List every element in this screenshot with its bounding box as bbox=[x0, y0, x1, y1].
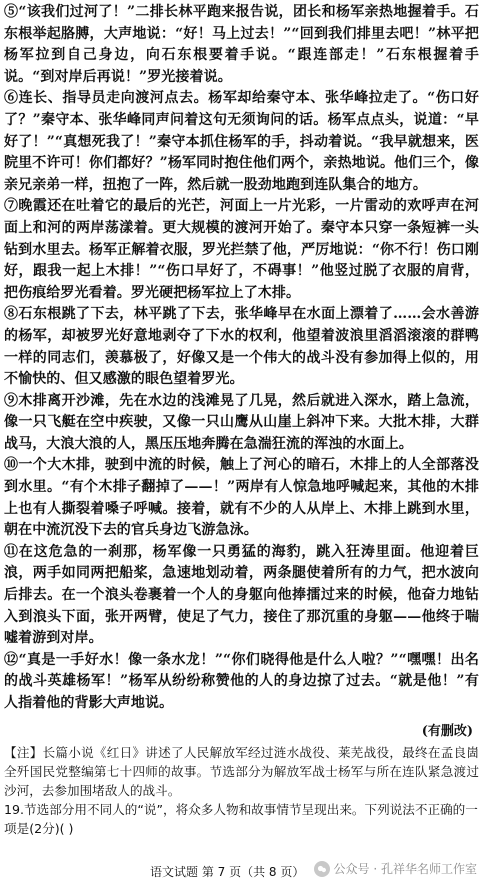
paragraph-11: ⑪在这危急的一刹那，杨军像一只勇猛的海豹，跳入狂涛里面。他迎着巨浪，两手如同两把船桨，急速地划动着，两条腿使着所有的力气，把水波向后排去。在一个浪头卷裹着一个人的身躯向他捧擂过来的时候，他奋力地钻入到浪头下面，张开两臂，使足了气力，接住了那沉重的身躯——他终于喘嘘着游到对岸。 bbox=[4, 543, 479, 647]
watermark bbox=[314, 860, 477, 877]
paragraph-12: ⑫“真是一手好水！像一条水龙！”“你们晓得他是什么人啦？”“嘿嘿！出名的战斗英雄杨军！”杨军从纷纷称赞他的人的身边掠了过去。“就是他！”有人指着他的背影大声地说。 bbox=[4, 651, 479, 711]
paragraph-6: ⑥连长、指导员走向渡河点去。杨军却给秦守本、张华峰拉走了。“伤口好了？”秦守本、张华峰同声问着这句无须询问的话。杨军点点头，说道：“早好了！”“真想死我了！”秦守本抓住杨军的手，抖动着说。“我早就想来，医院里不许可！你们都好？”杨军同时抱住他们两个，亲热地说。他们三个，像亲兄亲弟一样，扭抱了一阵，然后就一股劲地跑到连队集合的地方。 bbox=[4, 90, 479, 193]
paragraph-9: ⑨木排离开沙滩，先在水边的浅滩晃了几晃，然后就进入深水，踏上急流，像一只飞艇在空中疾驶，又像一只山鹰从山崖上斜冲下来。大批木排，大群战马，大浪大浪的人，黑压压地奔腾在急湍狂流的浑浊的水面上。 bbox=[4, 392, 479, 452]
page-footer bbox=[0, 860, 485, 882]
watermark-text: 公众号 · 孔祥华名师工作室 bbox=[333, 862, 477, 876]
paragraph-8: ⑧石东根跳了下去，林平跳了下去，张华峰早在水面上漂着了……会水善游的杨军，却被罗光好意地剥夺了下水的权利，他望着波浪里滔滔滚滚的群鸭一样的同志们，羡慕极了，好像又是一个伟大的战斗没有参加得上似的，用不愉快的、但又感激的眼色望着罗光。 bbox=[4, 306, 479, 388]
wechat-icon bbox=[314, 861, 330, 877]
annotation-note: 【注】长篇小说《红日》讲述了人民解放军经过涟水战役、莱芜战役，最终在孟良崮全歼国民党整编第七十四师的故事。节选部分为解放军战士杨军与所在连队紧急渡过沙河，去参加围堵敌人的战斗。 bbox=[4, 744, 479, 798]
page-number: 语文试题 第 7 页（共 8 页） bbox=[150, 865, 305, 879]
paragraph-5: ⑤“该我们过河了！”二排长林平跑来报告说，团长和杨军亲热地握着手。石东根举起胳膊，大声地说：“好！马上过去！”“回到我们排里去吧！”林平把杨军拉到自己身边，向石东根要着手说。“跟连部走！”石东根握着手说。“到对岸后再说！”罗光接着说。 bbox=[4, 4, 479, 85]
question-19: 19.节选部分用不同人的“说”，将众多人物和故事情节呈现出来。下列说法不正确的一项是(2分)( ) bbox=[4, 801, 478, 836]
paragraph-7: ⑦晚霞还在吐着它的最后的光芒，河面上一片光彩，一片雷动的欢呼声在河面上和河的两岸荡漾着。更大规模的渡河开始了。秦守本只穿一条短裤一头钻到水里去。杨军正解着衣服，罗光拦禁了他，严厉地说：“你不行！伤口刚好，跟我一起上木排！”“伤口早好了，不碍事！”他竖过脱了衣服的肩背，把伤痕给罗光看着。罗光硬把杨军拉上了木排。 bbox=[4, 198, 479, 301]
source-note: (有删改) bbox=[421, 723, 473, 739]
passage bbox=[0, 2, 485, 715]
paragraph-10: ⑩一个大木排，驶到中流的时候，触上了河心的暗石，木排上的人全部落没到水里。“有个木排子翻掉了——！”两岸有人惊急地呼喊起来，其他的木排上也有人撕裂着嗓子呼喊。接着，就有不少的人从岸上、木排上跳到水里，朝在中流沉没下去的官兵身边飞游急泳。 bbox=[4, 457, 479, 539]
